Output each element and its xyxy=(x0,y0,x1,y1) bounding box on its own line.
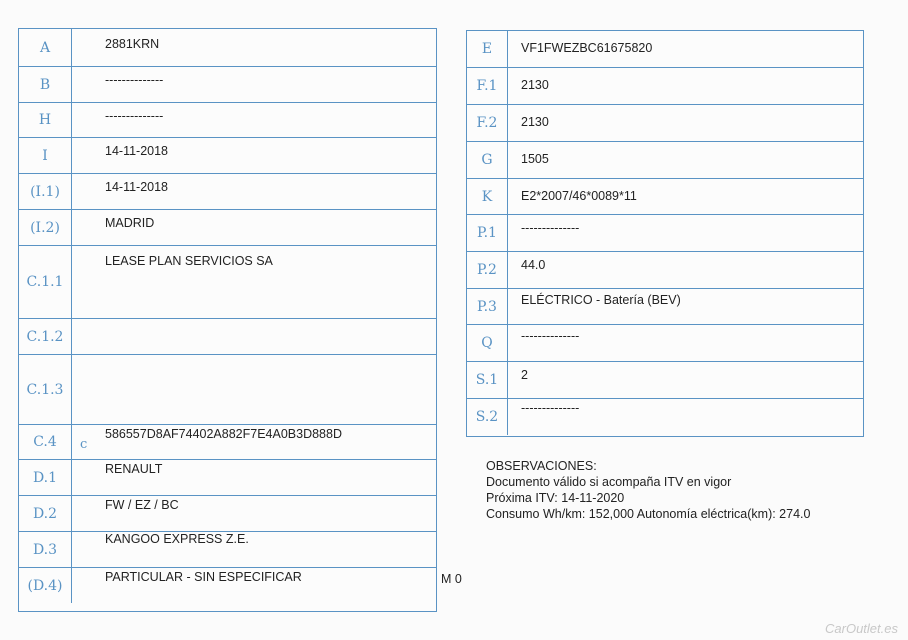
right-registration-table xyxy=(466,30,864,437)
table-row xyxy=(19,424,436,459)
field-value: 14-11-2018 xyxy=(105,180,169,194)
table-row xyxy=(467,361,863,398)
field-value: LEASE PLAN SERVICIOS SA xyxy=(105,254,273,268)
table-row xyxy=(467,398,863,435)
field-code: P.2 xyxy=(467,252,508,288)
field-value: ELÉCTRICO - Batería (BEV) xyxy=(521,293,681,307)
left-registration-table xyxy=(18,28,437,612)
table-row xyxy=(467,104,863,141)
table-row xyxy=(19,567,436,603)
field-code: H xyxy=(19,103,72,137)
field-value: MADRID xyxy=(105,216,155,230)
field-code: D.2 xyxy=(19,496,72,531)
m0-mark: M 0 xyxy=(441,572,462,586)
field-code: E xyxy=(467,31,508,67)
field-value: 1505 xyxy=(521,152,549,166)
field-value: -------------- xyxy=(521,221,580,235)
table-row xyxy=(467,324,863,361)
field-code: S.2 xyxy=(467,399,508,435)
field-value: 586557D8AF74402A882F7E4A0B3D888D xyxy=(105,427,342,441)
table-row xyxy=(19,137,436,173)
field-code: P.1 xyxy=(467,215,508,251)
observations-block xyxy=(486,458,810,522)
field-value: 2130 xyxy=(521,115,549,129)
table-row xyxy=(467,251,863,288)
table-row xyxy=(467,214,863,251)
table-row xyxy=(19,531,436,567)
field-code: F.1 xyxy=(467,68,508,104)
field-value: RENAULT xyxy=(105,462,163,476)
field-value: KANGOO EXPRESS Z.E. xyxy=(105,532,249,546)
field-value: 44.0 xyxy=(521,258,546,272)
field-code: C.1.1 xyxy=(19,246,72,318)
table-row xyxy=(19,102,436,137)
table-row xyxy=(19,29,436,66)
field-code: S.1 xyxy=(467,362,508,398)
observations-line: Próxima ITV: 14-11-2020 xyxy=(486,491,625,505)
table-row xyxy=(19,318,436,354)
table-row xyxy=(467,288,863,324)
table-row xyxy=(467,31,863,67)
field-value: 2881KRN xyxy=(105,37,160,51)
field-value: PARTICULAR - SIN ESPECIFICAR xyxy=(105,570,302,584)
field-value: 2 xyxy=(521,368,528,382)
field-code: I xyxy=(19,138,72,173)
field-value: 2130 xyxy=(521,78,549,92)
field-code: C.4 xyxy=(19,425,72,459)
field-value: VF1FWEZBC61675820 xyxy=(521,41,653,55)
field-code: C.1.2 xyxy=(19,319,72,354)
table-row xyxy=(19,495,436,531)
table-row xyxy=(467,141,863,178)
observations-line: Consumo Wh/km: 152,000 Autonomía eléctrica(km): 274.0 xyxy=(486,507,811,521)
field-code: (I.1) xyxy=(19,174,72,209)
observations-line: Documento válido si acompaña ITV en vigor xyxy=(486,475,732,489)
observations-title: OBSERVACIONES: xyxy=(486,459,597,473)
table-row xyxy=(467,178,863,214)
table-row xyxy=(19,245,436,318)
table-row xyxy=(19,209,436,245)
table-row xyxy=(19,173,436,209)
field-code: B xyxy=(19,67,72,102)
field-code: A xyxy=(19,29,72,66)
field-value: -------------- xyxy=(521,329,580,343)
field-code: C.1.3 xyxy=(19,355,72,424)
field-value: -------------- xyxy=(105,109,164,123)
table-row xyxy=(467,67,863,104)
field-code: D.1 xyxy=(19,460,72,495)
field-value: FW / EZ / BC xyxy=(105,498,179,512)
field-code: G xyxy=(467,142,508,178)
watermark: CarOutlet.es xyxy=(825,621,898,636)
field-code: (D.4) xyxy=(19,568,72,603)
field-code: Q xyxy=(467,325,508,361)
field-code: P.3 xyxy=(467,289,508,324)
table-row xyxy=(19,354,436,424)
field-value: -------------- xyxy=(521,401,580,415)
field-value: 14-11-2018 xyxy=(105,144,169,158)
field-value: -------------- xyxy=(105,73,164,87)
table-row xyxy=(19,459,436,495)
field-code: (I.2) xyxy=(19,210,72,245)
table-row xyxy=(19,66,436,102)
field-code: F.2 xyxy=(467,105,508,141)
field-mark: c xyxy=(80,437,88,452)
field-code: K xyxy=(467,179,508,214)
field-value: E2*2007/46*0089*11 xyxy=(521,189,637,203)
field-code: D.3 xyxy=(19,532,72,567)
